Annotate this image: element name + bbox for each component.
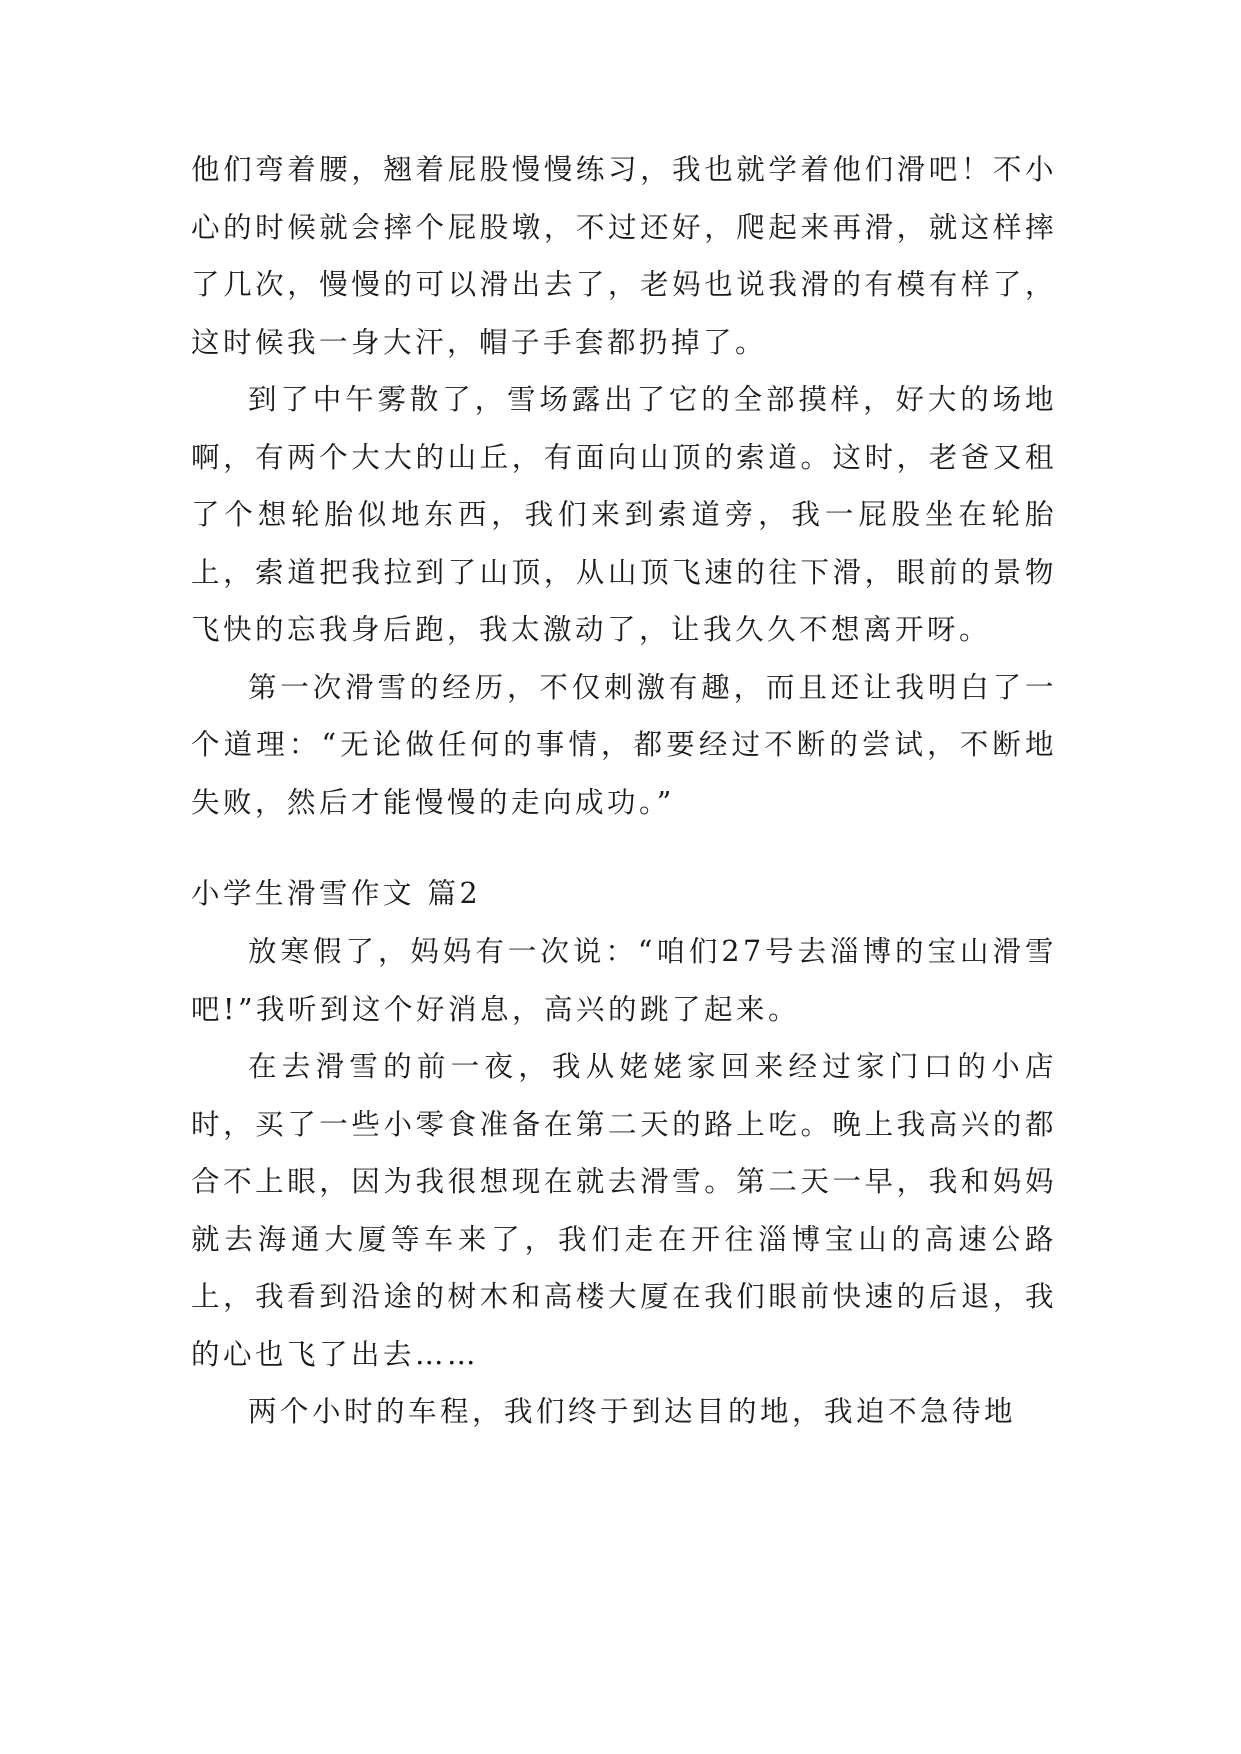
paragraph: 到了中午雾散了，雪场露出了它的全部摸样，好大的场地啊，有两个大大的山丘，有面向山顶的索道。这时，老爸又租了个想轮胎似地东西，我们来到索道旁，我一屁股坐在轮胎上，索道把我拉到了山顶，从山顶飞速的往下滑，眼前的景物飞快的忘我身后跑，我太激动了，让我久久不想离开呀。 bbox=[191, 383, 1057, 646]
paragraph: 第一次滑雪的经历，不仅刺激有趣，而且还让我明白了一个道理：“无论做任何的事情，都要经过不断的尝试，不断地失败，然后才能慢慢的走向成功。” bbox=[191, 670, 1057, 819]
paragraph: 两个小时的车程，我们终于到达目的地，我迫不急待地 bbox=[248, 1395, 1017, 1428]
section-heading: 小学生滑雪作文 篇2 bbox=[191, 877, 482, 910]
paragraph: 他们弯着腰，翘着屁股慢慢练习，我也就学着他们滑吧！不小心的时候就会摔个屁股墩，不过还好，爬起来再滑，就这样摔了几次，慢慢的可以滑出去了，老妈也说我滑的有模有样了，这时候我一身大汗，帽子手套都扔掉了。 bbox=[191, 153, 1057, 359]
paragraph: 在去滑雪的前一夜，我从姥姥家回来经过家门口的小店时，买了一些小零食准备在第二天的路上吃。晚上我高兴的都合不上眼，因为我很想现在就去滑雪。第二天一早，我和妈妈就去海通大厦等车来了，我们走在开往淄博宝山的高速公路上，我看到沿途的树木和高楼大厦在我们眼前快速的后退，我的心也飞了出去…… bbox=[191, 1050, 1057, 1371]
section-1-body bbox=[191, 141, 1057, 831]
paragraph: 放寒假了，妈妈有一次说：“咱们27号去淄博的宝山滑雪吧!”我听到这个好消息，高兴的跳了起来。 bbox=[191, 935, 1057, 1026]
section-2-body bbox=[191, 923, 1057, 1441]
